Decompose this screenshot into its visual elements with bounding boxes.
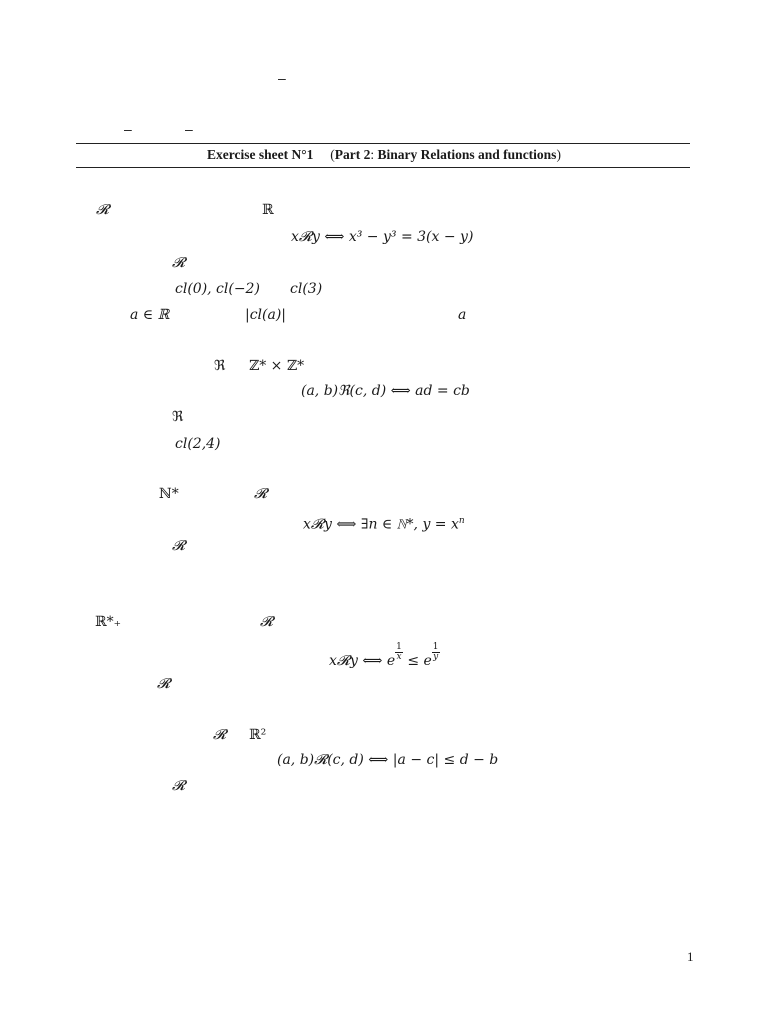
ex5-definition: (a, b)𝓡(c, d) ⟺ |a − c| ≤ d − b [277, 752, 499, 768]
ex4-set: ℝ*₊ [95, 614, 122, 630]
ex3-q1-symbol: 𝓡 [172, 538, 186, 554]
title-top-rule [76, 143, 690, 144]
ex1-relation-symbol: 𝓡 [96, 202, 110, 218]
ex1-q3-cardinal: |cl(a)| [245, 307, 287, 323]
ex5-set: ℝ² [249, 727, 267, 743]
ex2-relation-symbol: ℜ [214, 358, 226, 374]
ex2-q1-symbol: ℜ [172, 409, 184, 425]
ex1-q2-classes: cl(0), cl(−2) [175, 281, 260, 297]
ex4-fraction-2: $\frac{1}{y}$ [432, 642, 439, 662]
ex4-definition-le: ≤ e [407, 653, 432, 669]
header-dash: – [185, 121, 193, 137]
ex3-definition-exponent: n [458, 516, 465, 526]
ex1-definition: x𝓡y ⟺ x³ − y³ = 3(x − y) [291, 229, 474, 245]
title-colon: : [370, 147, 375, 162]
page-number: 1 [687, 949, 694, 964]
ex1-q2-class3: cl(3) [290, 281, 323, 297]
page-title [0, 146, 768, 164]
title-paren: ) [556, 147, 561, 162]
title-sheet: Exercise sheet N°1 [207, 147, 314, 162]
header-dash: – [124, 121, 132, 137]
ex4-relation-symbol: 𝓡 [260, 614, 274, 630]
ex3-set: ℕ* [159, 486, 179, 502]
ex2-set: ℤ* × ℤ* [249, 358, 305, 374]
ex1-q3-element: a ∈ ℝ [130, 307, 170, 323]
title-paren: ( [330, 147, 335, 162]
title-topic: Binary Relations and functions [377, 147, 557, 162]
ex1-q1-symbol: 𝓡 [172, 255, 186, 271]
ex2-q2-class: cl(2,4) [175, 436, 221, 452]
ex1-set: ℝ [262, 202, 274, 218]
ex5-relation-symbol: 𝓡 [213, 727, 227, 743]
header-dash: – [278, 70, 286, 86]
ex3-definition-base: x𝓡y ⟺ ∃n ∈ ℕ*, y = x [303, 516, 459, 533]
title-bottom-rule [76, 167, 690, 168]
ex3-definition [303, 513, 465, 533]
ex4-definition-left: x𝓡y ⟺ e [329, 653, 396, 669]
ex2-definition: (a, b)ℜ(c, d) ⟺ ad = cb [301, 383, 470, 399]
ex4-definition [329, 643, 440, 669]
ex1-q3-var: a [458, 307, 467, 323]
ex3-relation-symbol: 𝓡 [254, 486, 268, 502]
title-part: Part 2 [334, 147, 371, 162]
ex5-q1-symbol: 𝓡 [172, 778, 186, 794]
ex4-fraction-1: $\frac{1}{x}$ [396, 642, 402, 662]
ex4-q1-symbol: 𝓡 [157, 676, 171, 692]
